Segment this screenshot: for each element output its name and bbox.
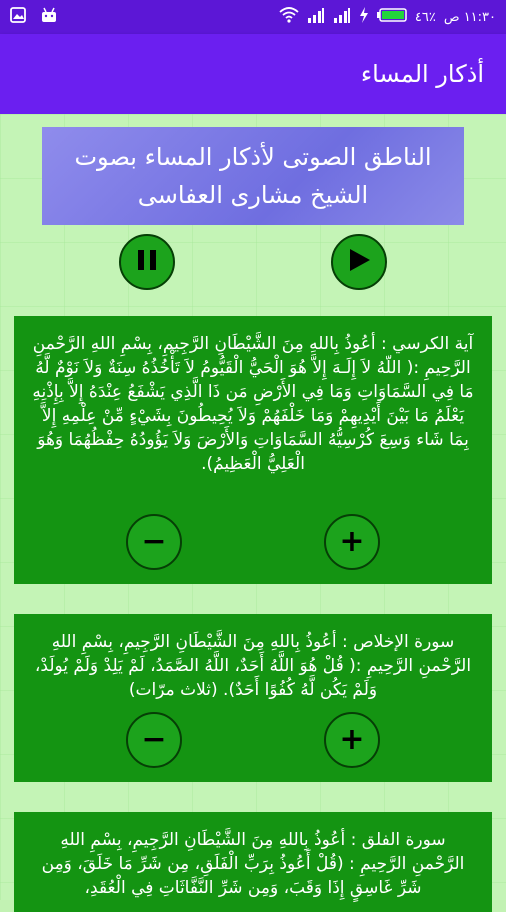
play-icon — [346, 247, 372, 277]
zikr-text: سورة الإخلاص : أعُوذُ بِاللهِ مِنَ الشَّيْطَانِ الرَّجِيمِ، بِسْمِ اللهِ الرَّحْمنِ الرَّحِيمِ :( قُلْ هُوَ اللَّهُ أَحَدٌ، اللَّهُ الصَّمَدُ، لَمْ يَلِدْ وَلَمْ يُولَدْ، وَلَمْ يَكُن لَّهُ كُفُوًا أَحَدٌ). (ثلاث مرّات) — [34, 632, 472, 700]
pause-button[interactable] — [119, 234, 175, 290]
signal-icon — [307, 7, 325, 27]
android-notification-icon — [40, 7, 58, 27]
zikr-card-al-ikhlas — [14, 614, 492, 782]
zikr-text: آية الكرسي : أعُوذُ بِاللهِ مِنَ الشَّيْطَانِ الرَّجِيمِ، بِسْمِ اللهِ الرَّحْمنِ الرَّحِيمِ :( اللّهُ لاَ إِلَـهَ إِلاَّ هُوَ الْحَيُّ الْقَيُّومُ لاَ تَأْخُذُهُ سِنَةٌ وَلاَ نَوْمٌ لَّهُ مَا فِي السَّمَاوَاتِ وَمَا فِي الأَرْضِ مَن ذَا الَّذِي يَشْفَعُ عِنْدَهُ إِلاَّ بِإِذْنِهِ يَعْلَمُ مَا بَيْنَ أَيْدِيهِمْ وَمَا خَلْفَهُمْ وَلاَ يُحِيطُونَ بِشَيْءٍ مِّنْ عِلْمِهِ إِلاَّ بِمَا شَاء وَسِعَ كُرْسِيُّهُ السَّمَاوَاتِ وَالأَرْضَ وَلاَ يَؤُودُهُ حِفْظُهُمَا وَهُوَ الْعَلِيُّ الْعَظِيمُ). — [32, 334, 474, 474]
gallery-notification-icon — [10, 7, 26, 27]
increment-button[interactable]: + — [324, 514, 380, 570]
status-bar — [0, 0, 506, 34]
zikr-card-ayat-alkursi — [14, 316, 492, 584]
decrement-button[interactable]: − — [126, 712, 182, 768]
clock: ١١:٣٠ ص — [443, 9, 496, 25]
zikr-text: سورة الفلق : أعُوذُ بِاللهِ مِنَ الشَّيْطَانِ الرَّجِيمِ، بِسْمِ اللهِ الرَّحْمنِ الرَّحِيمِ : (قُلْ أَعُوذُ بِرَبِّ الْفَلَقِ، مِن شَرِّ مَا خَلَقَ، وَمِن شَرِّ غَاسِقٍ إِذَا وَقَبَ، وَمِن شَرِّ النَّفَّاثَاتِ فِي الْعُقَدِ، — [41, 830, 465, 898]
battery-icon — [377, 8, 407, 26]
increment-button[interactable]: + — [324, 712, 380, 768]
charging-icon — [359, 7, 369, 27]
audio-banner: الناطق الصوتى لأذكار المساء بصوت الشيخ مشارى العفاسى — [42, 127, 464, 225]
play-button[interactable] — [331, 234, 387, 290]
page-title: أذكار المساء — [360, 60, 484, 88]
wifi-icon — [279, 7, 299, 27]
zikr-card-al-falaq — [14, 812, 492, 912]
decrement-button[interactable]: − — [126, 514, 182, 570]
pause-icon — [136, 248, 158, 276]
app-bar — [0, 34, 506, 114]
battery-percent: ٤٦٪ — [414, 9, 436, 25]
signal-icon-2 — [333, 7, 351, 27]
